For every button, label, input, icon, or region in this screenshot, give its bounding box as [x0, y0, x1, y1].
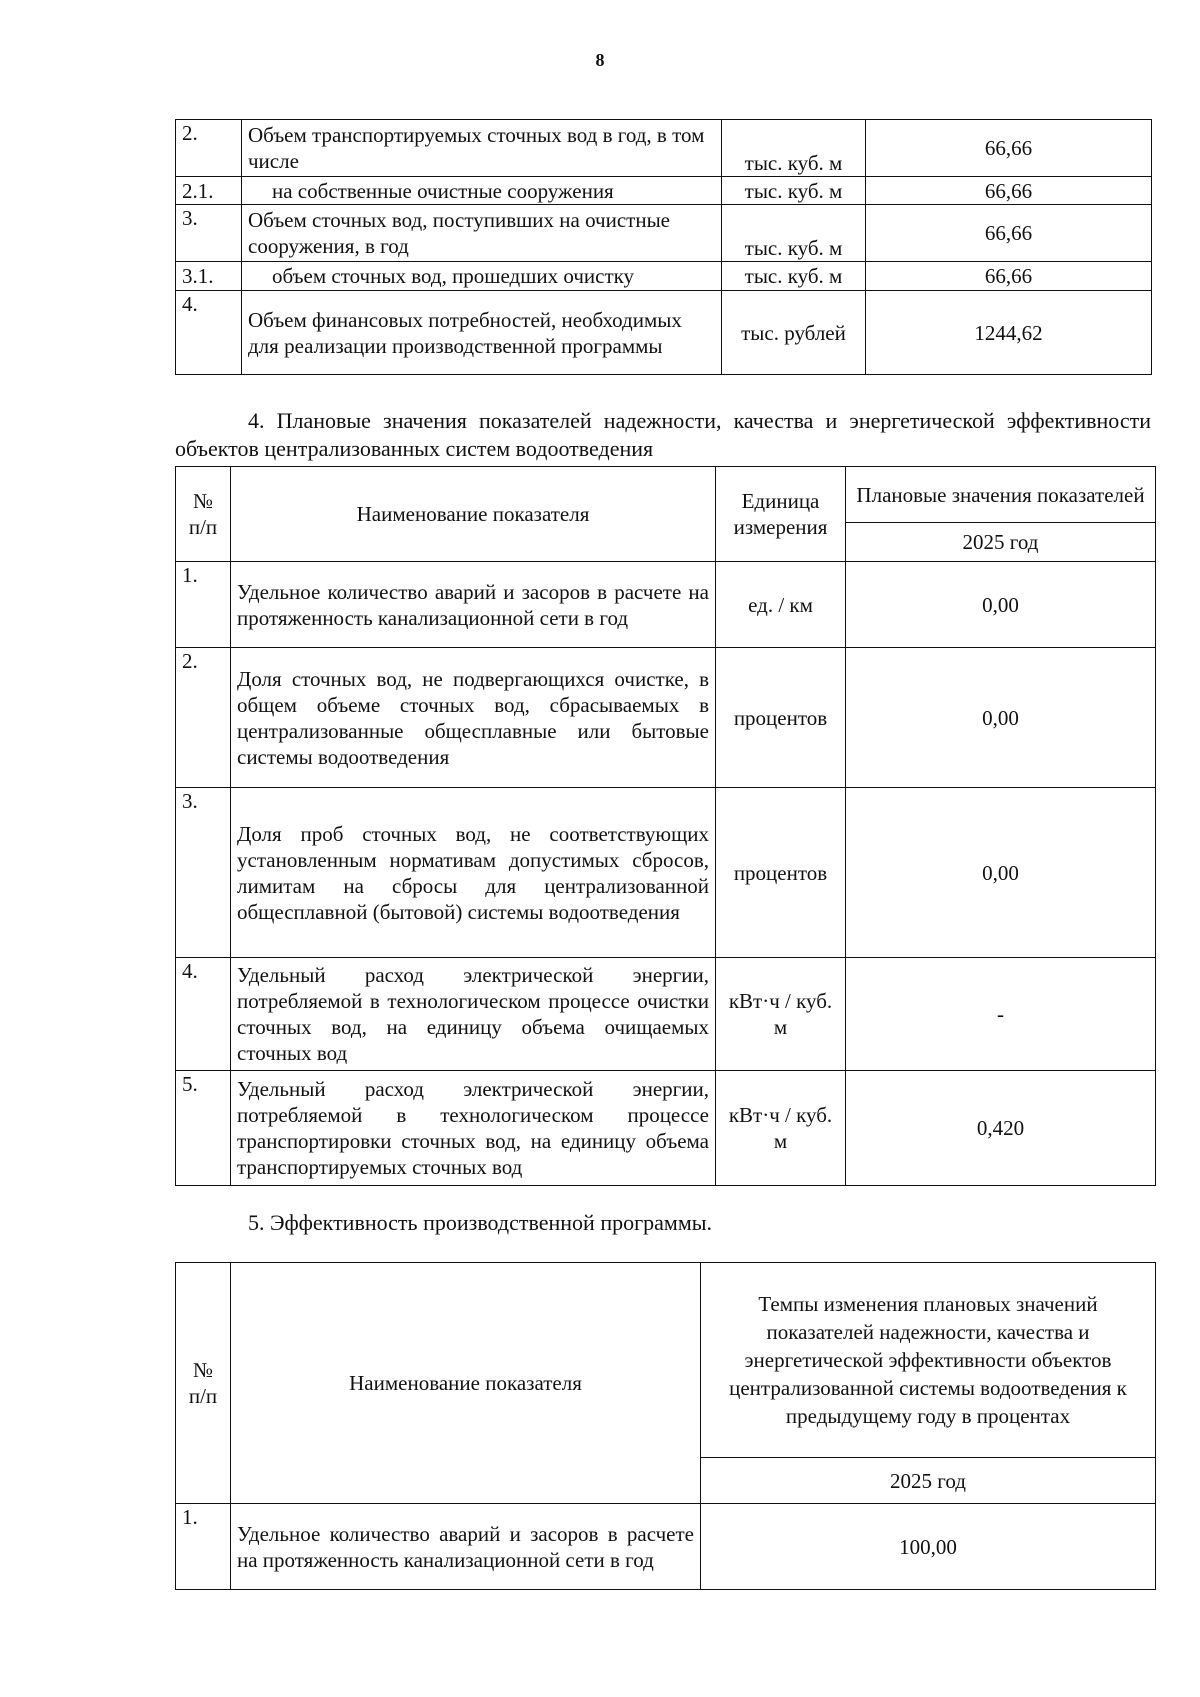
table-row	[176, 177, 1152, 205]
indicators-table	[175, 466, 1156, 1186]
row-number: 1.	[176, 562, 231, 648]
row-number: 5.	[176, 1071, 231, 1186]
value: 1244,62	[866, 291, 1152, 375]
table-row	[176, 1071, 1156, 1186]
value: 0,00	[846, 648, 1156, 788]
unit: тыс. куб. м	[722, 262, 866, 291]
value: -	[846, 958, 1156, 1071]
value: 66,66	[866, 205, 1152, 262]
value: 0,420	[846, 1071, 1156, 1186]
header-planned-values: Плановые значения показателей	[846, 467, 1156, 523]
table-row	[176, 648, 1156, 788]
row-number: 3.	[176, 205, 242, 262]
unit: тыс. куб. м	[722, 205, 866, 262]
table-row	[176, 205, 1152, 262]
table-row	[176, 1504, 1156, 1590]
indicator-name: на собственные очистные сооружения	[242, 177, 722, 205]
row-number: 2.	[176, 648, 231, 788]
header-year: 2025 год	[701, 1458, 1156, 1504]
value: 66,66	[866, 120, 1152, 177]
table-row	[176, 291, 1152, 375]
indicator-name: объем сточных вод, прошедших очистку	[242, 262, 722, 291]
indicator-name: Доля проб сточных вод, не соответствующих установленным нормативам допустимых сбросов, лимитам на сбросы для централизованной общесплавной (бытовой) системы водоотведения	[231, 788, 716, 958]
row-number: 2.	[176, 120, 242, 177]
efficiency-table	[175, 1262, 1156, 1590]
header-change-rates: Темпы изменения плановых значений показателей надежности, качества и энергетической эффективности объектов централизованной системы водоотведения к предыдущему году в процентах	[701, 1263, 1156, 1458]
unit: процентов	[716, 648, 846, 788]
table-header-row	[176, 467, 1156, 523]
section-5-title: 5. Эффективность производственной программы.	[248, 1210, 713, 1235]
indicator-name: Объем транспортируемых сточных вод в год, в том числе	[242, 120, 722, 177]
section-4-title: 4. Плановые значения показателей надежности, качества и энергетической эффективности объектов централизованных систем водоотведения	[175, 408, 1151, 461]
header-number: № п/п	[176, 1263, 231, 1504]
unit: кВт·ч / куб. м	[716, 1071, 846, 1186]
unit: процентов	[716, 788, 846, 958]
row-number: 1.	[176, 1504, 231, 1590]
unit: тыс. рублей	[722, 291, 866, 375]
header-indicator-name: Наименование показателя	[231, 467, 716, 562]
header-number: № п/п	[176, 467, 231, 562]
indicator-name: Удельное количество аварий и засоров в расчете на протяженность канализационной сети в год	[231, 1504, 701, 1590]
table-row	[176, 120, 1152, 177]
value: 0,00	[846, 788, 1156, 958]
value: 66,66	[866, 177, 1152, 205]
row-number: 2.1.	[176, 177, 242, 205]
row-number: 3.1.	[176, 262, 242, 291]
table-header-row	[176, 1263, 1156, 1458]
indicator-name: Объем финансовых потребностей, необходимых для реализации производственной программы	[242, 291, 722, 375]
table-row	[176, 788, 1156, 958]
row-number: 3.	[176, 788, 231, 958]
unit: кВт·ч / куб. м	[716, 958, 846, 1071]
indicator-name: Доля сточных вод, не подвергающихся очистке, в общем объеме сточных вод, сбрасываемых в централизованные общесплавные или бытовые системы водоотведения	[231, 648, 716, 788]
page-number: 8	[595, 50, 605, 70]
table-row	[176, 958, 1156, 1071]
indicator-name: Удельное количество аварий и засоров в расчете на протяженность канализационной сети в год	[231, 562, 716, 648]
unit: тыс. куб. м	[722, 177, 866, 205]
value: 0,00	[846, 562, 1156, 648]
table-row	[176, 562, 1156, 648]
indicator-name: Объем сточных вод, поступивших на очистные сооружения, в год	[242, 205, 722, 262]
row-number: 4.	[176, 291, 242, 375]
volumes-table	[175, 119, 1152, 375]
indicator-name: Удельный расход электрической энергии, потребляемой в технологическом процессе транспортировки сточных вод, на единицу объема транспортируемых сточных вод	[231, 1071, 716, 1186]
row-number: 4.	[176, 958, 231, 1071]
header-unit: Единица измерения	[716, 467, 846, 562]
value: 100,00	[701, 1504, 1156, 1590]
unit: ед. / км	[716, 562, 846, 648]
unit: тыс. куб. м	[722, 120, 866, 177]
header-indicator-name: Наименование показателя	[231, 1263, 701, 1504]
table-row	[176, 262, 1152, 291]
value: 66,66	[866, 262, 1152, 291]
indicator-name: Удельный расход электрической энергии, потребляемой в технологическом процессе очистки сточных вод, на единицу объема очищаемых сточных вод	[231, 958, 716, 1071]
header-year: 2025 год	[846, 523, 1156, 562]
